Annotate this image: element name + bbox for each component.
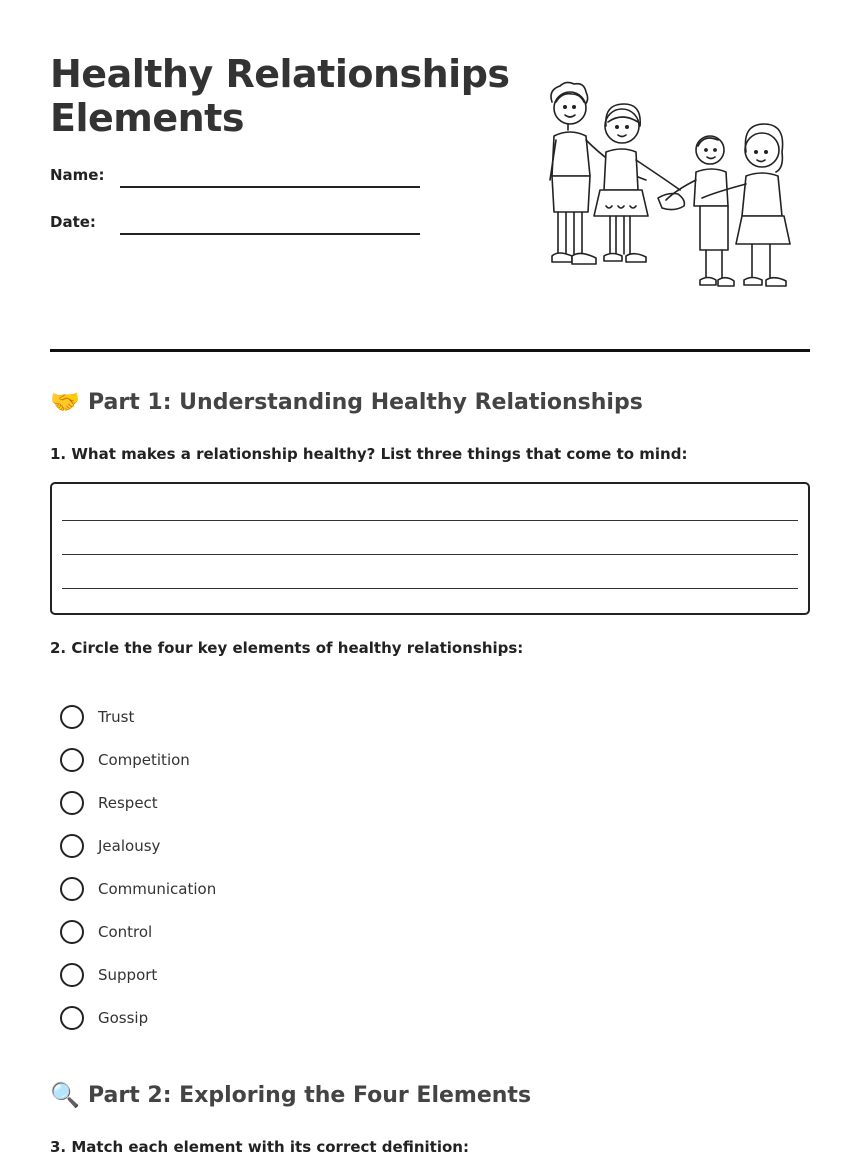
- answer-line-1[interactable]: [62, 520, 798, 521]
- boy-figure-right: [666, 136, 734, 286]
- title-line-1: Healthy Relationships: [50, 52, 510, 96]
- part1-heading: [50, 388, 643, 416]
- circle-icon[interactable]: [60, 791, 84, 815]
- option-control[interactable]: [60, 920, 152, 944]
- question-1: 1. What makes a relationship healthy? List three things that come to mind:: [50, 445, 688, 463]
- question-3: 3. Match each element with its correct definition:: [50, 1138, 469, 1156]
- option-label: Support: [98, 966, 158, 984]
- option-gossip[interactable]: [60, 1006, 148, 1030]
- option-label: Control: [98, 923, 153, 941]
- part1-heading-text: Part 1: Understanding Healthy Relationships: [88, 389, 643, 415]
- name-label: Name:: [50, 166, 105, 184]
- circle-icon[interactable]: [60, 920, 84, 944]
- worksheet-title: [50, 52, 510, 140]
- circle-icon[interactable]: [60, 963, 84, 987]
- option-respect[interactable]: [60, 791, 158, 815]
- option-label: Competition: [98, 751, 190, 769]
- circle-icon[interactable]: [60, 877, 84, 901]
- circle-icon[interactable]: [60, 705, 84, 729]
- header-divider: [50, 349, 810, 352]
- option-label: Communication: [98, 880, 217, 898]
- answer-line-3[interactable]: [62, 588, 798, 589]
- part2-heading: [50, 1081, 531, 1109]
- answer-box-q1[interactable]: [50, 482, 810, 615]
- answer-line-2[interactable]: [62, 554, 798, 555]
- magnifying-glass-icon: 🔍: [50, 1081, 80, 1109]
- children-handshake-illustration: [540, 80, 805, 325]
- circle-icon[interactable]: [60, 1006, 84, 1030]
- girl-figure-left: [594, 104, 680, 262]
- option-communication[interactable]: [60, 877, 216, 901]
- circle-icon[interactable]: [60, 748, 84, 772]
- option-support[interactable]: [60, 963, 157, 987]
- part2-heading-text: Part 2: Exploring the Four Elements: [88, 1082, 532, 1108]
- option-label: Jealousy: [98, 837, 161, 855]
- option-label: Trust: [98, 708, 135, 726]
- date-field[interactable]: [120, 233, 420, 235]
- option-jealousy[interactable]: [60, 834, 160, 858]
- option-competition[interactable]: [60, 748, 190, 772]
- handshake-icon: 🤝: [50, 388, 80, 416]
- circle-icon[interactable]: [60, 834, 84, 858]
- option-trust[interactable]: [60, 705, 134, 729]
- title-line-2: Elements: [50, 96, 244, 140]
- date-label: Date:: [50, 213, 96, 231]
- option-label: Gossip: [98, 1009, 149, 1027]
- name-field[interactable]: [120, 186, 420, 188]
- option-label: Respect: [98, 794, 158, 812]
- question-2: 2. Circle the four key elements of healthy relationships:: [50, 639, 524, 657]
